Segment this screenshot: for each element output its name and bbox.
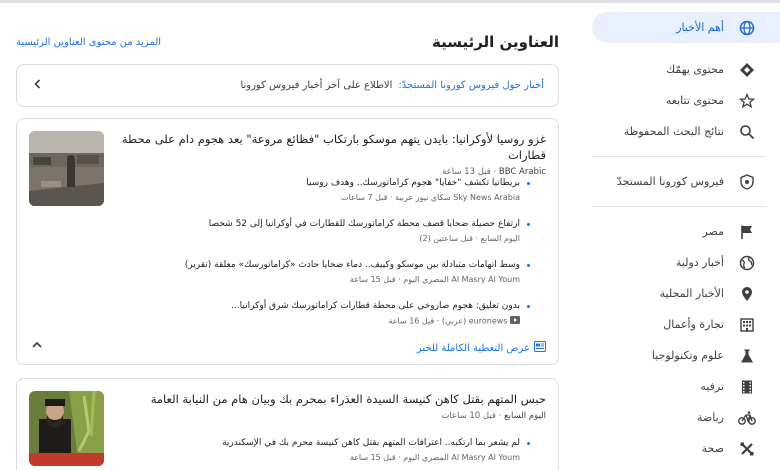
sidebar-item-for-you[interactable] [592,54,780,85]
source-name[interactable]: Sky News Arabia سكاي نيوز عربية [395,193,520,202]
sidebar-divider [592,156,766,157]
lead-story-title[interactable]: غزو روسيا لأوكرانيا: بايدن يتهم موسكو بارتكاب "فظائع مروعة" بعد هجوم دام على محطة قطارات [121,132,546,162]
chevron-up-icon[interactable] [31,339,43,353]
sidebar-item-label: صحة [701,442,724,455]
sidebar-item-label: رياضة [697,411,724,424]
diamond-icon [738,61,756,79]
related-story-meta: Al Masry Al Youm المصري اليوم · قبل 15 ساعة [349,453,520,462]
newspaper-icon [534,341,546,355]
timestamp: قبل 16 ساعة [388,316,435,326]
more-headlines-link[interactable]: المزيد من محتوى العناوين الرئيسية [16,37,162,48]
sidebar-item-following[interactable] [592,85,780,116]
sidebar-item-label: فيروس كورونا المستجدّ [616,175,724,188]
timestamp: قبل ساعتين (2) [419,234,473,243]
sidebar-item-science-tech[interactable] [592,340,780,371]
sidebar-item-label: علوم وتكنولوجيا [651,349,724,362]
globe-icon [738,19,756,37]
search-icon [738,123,756,141]
full-coverage-label: عرض التغطية الكاملة للخبر [416,342,530,354]
sidebar-item-covid[interactable] [592,166,780,197]
sidebar-item-label: تجارة وأعمال [663,318,724,331]
sidebar-divider [592,206,766,207]
bicycle-icon [738,409,756,427]
sidebar-item-entertainment[interactable] [592,371,780,402]
building-icon [738,316,756,334]
timestamp: قبل 13 ساعة [442,167,491,177]
section-header [16,33,559,57]
top-divider [0,0,780,3]
location-pin-icon [738,285,756,303]
page-title: العناوين الرئيسية [431,33,559,51]
source-name[interactable]: اليوم السابع [480,234,520,243]
related-story [35,300,530,326]
covid-banner-text: الاطلاع على آخر أخبار فيروس كورونا [240,80,393,91]
timestamp: قبل 10 ساعات [441,411,496,421]
covid-banner[interactable] [16,64,559,107]
timestamp: قبل 15 ساعة [349,453,396,462]
sidebar-item-saved-searches[interactable] [592,116,780,147]
sidebar-item-label: الأخبار المحلية [659,287,724,300]
sidebar-item-egypt[interactable] [592,216,780,247]
source-name[interactable]: اليوم السابع [504,411,546,421]
related-story-title[interactable]: لم يشعر بما ارتكبه.. اعترافات المتهم بقتل كاهن كنيسة محرم بك في الإسكندرية [35,437,530,450]
sidebar-item-top-stories[interactable] [592,12,780,43]
sidebar-item-label: ترفيه [700,380,724,393]
related-story [35,177,530,202]
related-story [35,218,530,243]
flask-icon [738,347,756,365]
full-coverage-link[interactable] [417,341,546,355]
sidebar-item-label: مصر [702,225,724,238]
lead-story [116,391,546,421]
lead-story-title[interactable]: حبس المتهم بقتل كاهن كنيسة السيدة العذراء بمحرم بك وبيان هام من النيابة العامة [150,392,546,406]
timestamp: قبل 15 ساعة [349,275,396,284]
star-icon [738,92,756,110]
sidebar-item-sports[interactable] [592,402,780,433]
sidebar-item-business[interactable] [592,309,780,340]
related-story-meta: اليوم السابع · قبل ساعتين (2) [419,234,520,243]
sidebar [592,12,780,464]
story-card [16,378,559,470]
source-name[interactable]: Al Masry Al Youm المصري اليوم [403,453,520,462]
related-story [35,437,530,462]
related-story-meta: euronews (عربي) · قبل 16 ساعة [35,316,530,326]
sidebar-item-health[interactable] [592,433,780,464]
source-name[interactable]: Al Masry Al Youm المصري اليوم [403,275,520,284]
sidebar-item-label: نتائج البحث المحفوظة [623,125,724,138]
flag-icon [738,223,756,241]
story-card [16,118,559,365]
related-story-meta: Sky News Arabia سكاي نيوز عربية · قبل 7 ساعات [341,193,520,202]
related-story [35,259,530,284]
related-story-title[interactable]: بريطانيا تكشف "خفايا" هجوم كراماتورسك.. وهدف روسيا [35,177,530,190]
sidebar-item-world[interactable] [592,247,780,278]
related-story-title[interactable]: ارتفاع حصيلة ضحايا قصف محطة كراماتورسك للقطارات في أوكرانيا إلى 52 شخصا [35,218,530,231]
lead-story-meta: اليوم السابع · قبل 10 ساعات [441,411,546,421]
covid-banner-label: أخبار حول فيروس كورونا المستجدّ: [398,80,544,91]
tools-icon [738,440,756,458]
sidebar-item-label: أخبار دولية [675,256,724,269]
sidebar-item-label: محتوى تتابعه [665,94,724,107]
world-icon [738,254,756,272]
shield-icon [738,173,756,191]
sidebar-item-label: أهم الأخبار [676,21,724,34]
film-icon [738,378,756,396]
source-name[interactable]: BBC Arabic [498,167,546,177]
sidebar-item-label: محتوى يهمّك [666,63,724,76]
chevron-right-icon [33,78,43,94]
sidebar-item-local[interactable] [592,278,780,309]
video-icon [510,316,520,326]
lead-story-meta: BBC Arabic · قبل 13 ساعة [442,167,546,177]
timestamp: قبل 7 ساعات [341,193,388,202]
related-story-title[interactable]: وسط اتهامات متبادلة بين موسكو وكييف.. دماء ضحايا حادث «كراماتورسك» معلقة (تقرير) [35,259,530,272]
source-name[interactable]: euronews (عربي) [441,316,508,326]
related-story-title[interactable]: بدون تعليق: هجوم صاروخي على محطة قطارات كراماتورسك شرق أوكرانيا... [35,300,530,313]
related-story-meta: Al Masry Al Youm المصري اليوم · قبل 15 ساعة [349,275,520,284]
lead-story [116,131,546,177]
